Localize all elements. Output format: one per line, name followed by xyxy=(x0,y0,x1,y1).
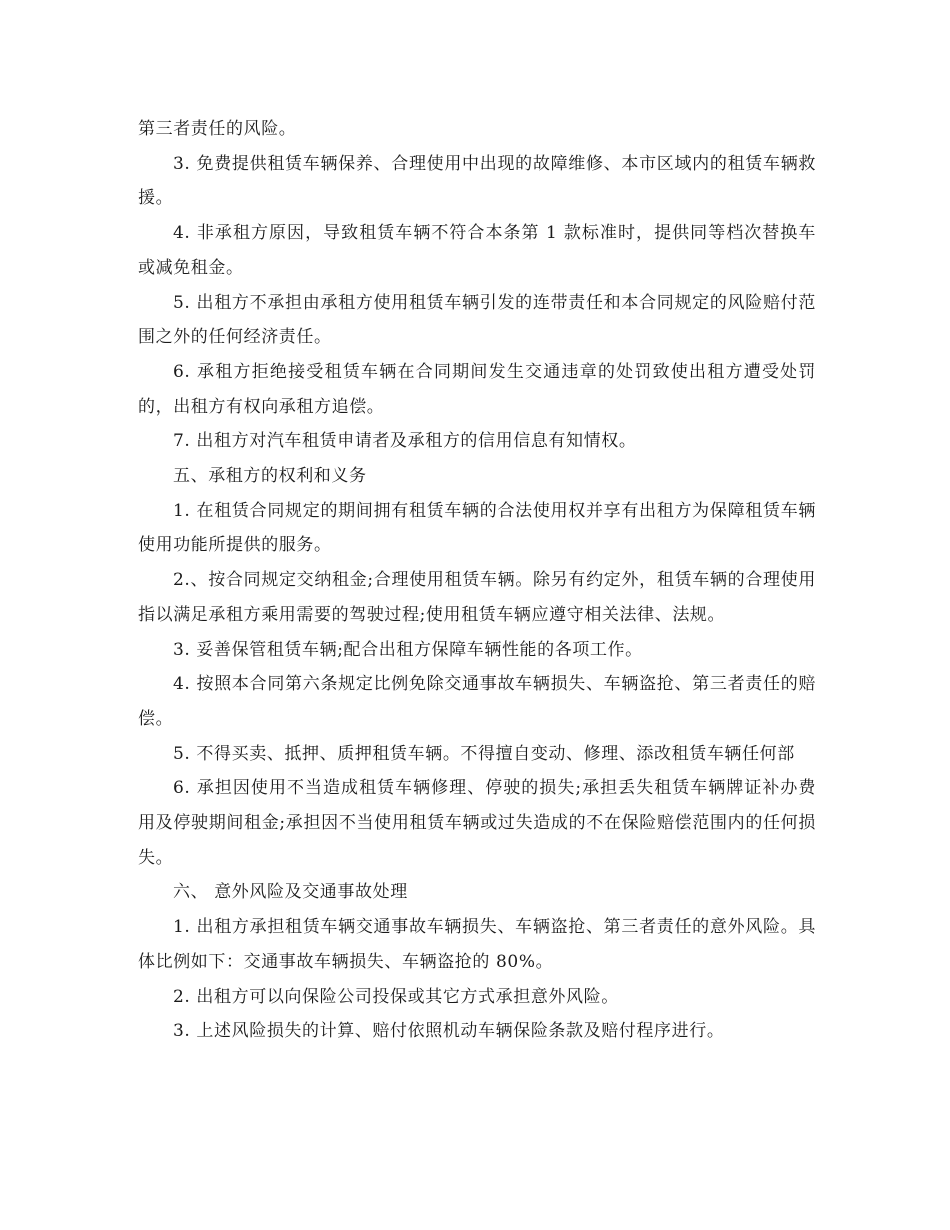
clause-5-6: 6. 承担因使用不当造成租赁车辆修理、停驶的损失;承担丢失租赁车辆牌证补办费用及停驶期间租金;承担因不当使用租赁车辆或过失造成的不在保险赔偿范围内的任何损失。 xyxy=(138,778,816,868)
clause-5-3: 3. 妥善保管租赁车辆;配合出租方保障车辆性能的各项工作。 xyxy=(173,639,643,660)
clause-4-7: 7. 出租方对汽车租赁申请者及承租方的信用信息有知情权。 xyxy=(173,431,637,452)
section-5-heading: 五、承租方的权利和义务 xyxy=(173,466,367,487)
clause-4-5: 5. 出租方不承担由承租方使用租赁车辆引发的连带责任和本合同规定的风险赔付范围之外的任何经济责任。 xyxy=(138,292,816,348)
clause-5-1: 1. 在租赁合同规定的期间拥有租赁车辆的合法使用权并享有出租方为保障租赁车辆使用功能所提供的服务。 xyxy=(138,500,816,556)
clause-4-3: 3. 免费提供租赁车辆保养、合理使用中出现的故障维修、本市区域内的租赁车辆救援。 xyxy=(138,153,816,209)
clause-5-5: 5. 不得买卖、抵押、质押租赁车辆。不得擅自变动、修理、添改租赁车辆任何部 xyxy=(173,743,795,764)
document-body xyxy=(138,112,816,1049)
section-6-heading: 六、 意外风险及交通事故处理 xyxy=(173,882,408,903)
clause-5-2: 2.、按合同规定交纳租金;合理使用租赁车辆。除另有约定外，租赁车辆的合理使用指以满足承租方乘用需要的驾驶过程;使用租赁车辆应遵守相关法律、法规。 xyxy=(138,570,816,625)
clause-6-3: 3. 上述风险损失的计算、赔付依照机动车辆保险条款及赔付程序进行。 xyxy=(173,1021,725,1042)
clause-6-1: 1. 出租方承担租赁车辆交通事故车辆损失、车辆盗抢、第三者责任的意外风险。具体比例如下：交通事故车辆损失、车辆盗抢的 80%。 xyxy=(138,917,816,972)
clause-5-4: 4. 按照本合同第六条规定比例免除交通事故车辆损失、车辆盗抢、第三者责任的赔偿。 xyxy=(138,674,816,729)
clause-4-6: 6. 承租方拒绝接受租赁车辆在合同期间发生交通违章的处罚致使出租方遭受处罚的，出租方有权向承租方追偿。 xyxy=(138,361,816,417)
clause-6-2: 2. 出租方可以向保险公司投保或其它方式承担意外风险。 xyxy=(173,986,619,1007)
paragraph-continuation: 第三者责任的风险。 xyxy=(138,119,297,139)
clause-4-4: 4. 非承租方原因，导致租赁车辆不符合本条第 1 款标准时，提供同等档次替换车或减免租金。 xyxy=(138,223,816,278)
